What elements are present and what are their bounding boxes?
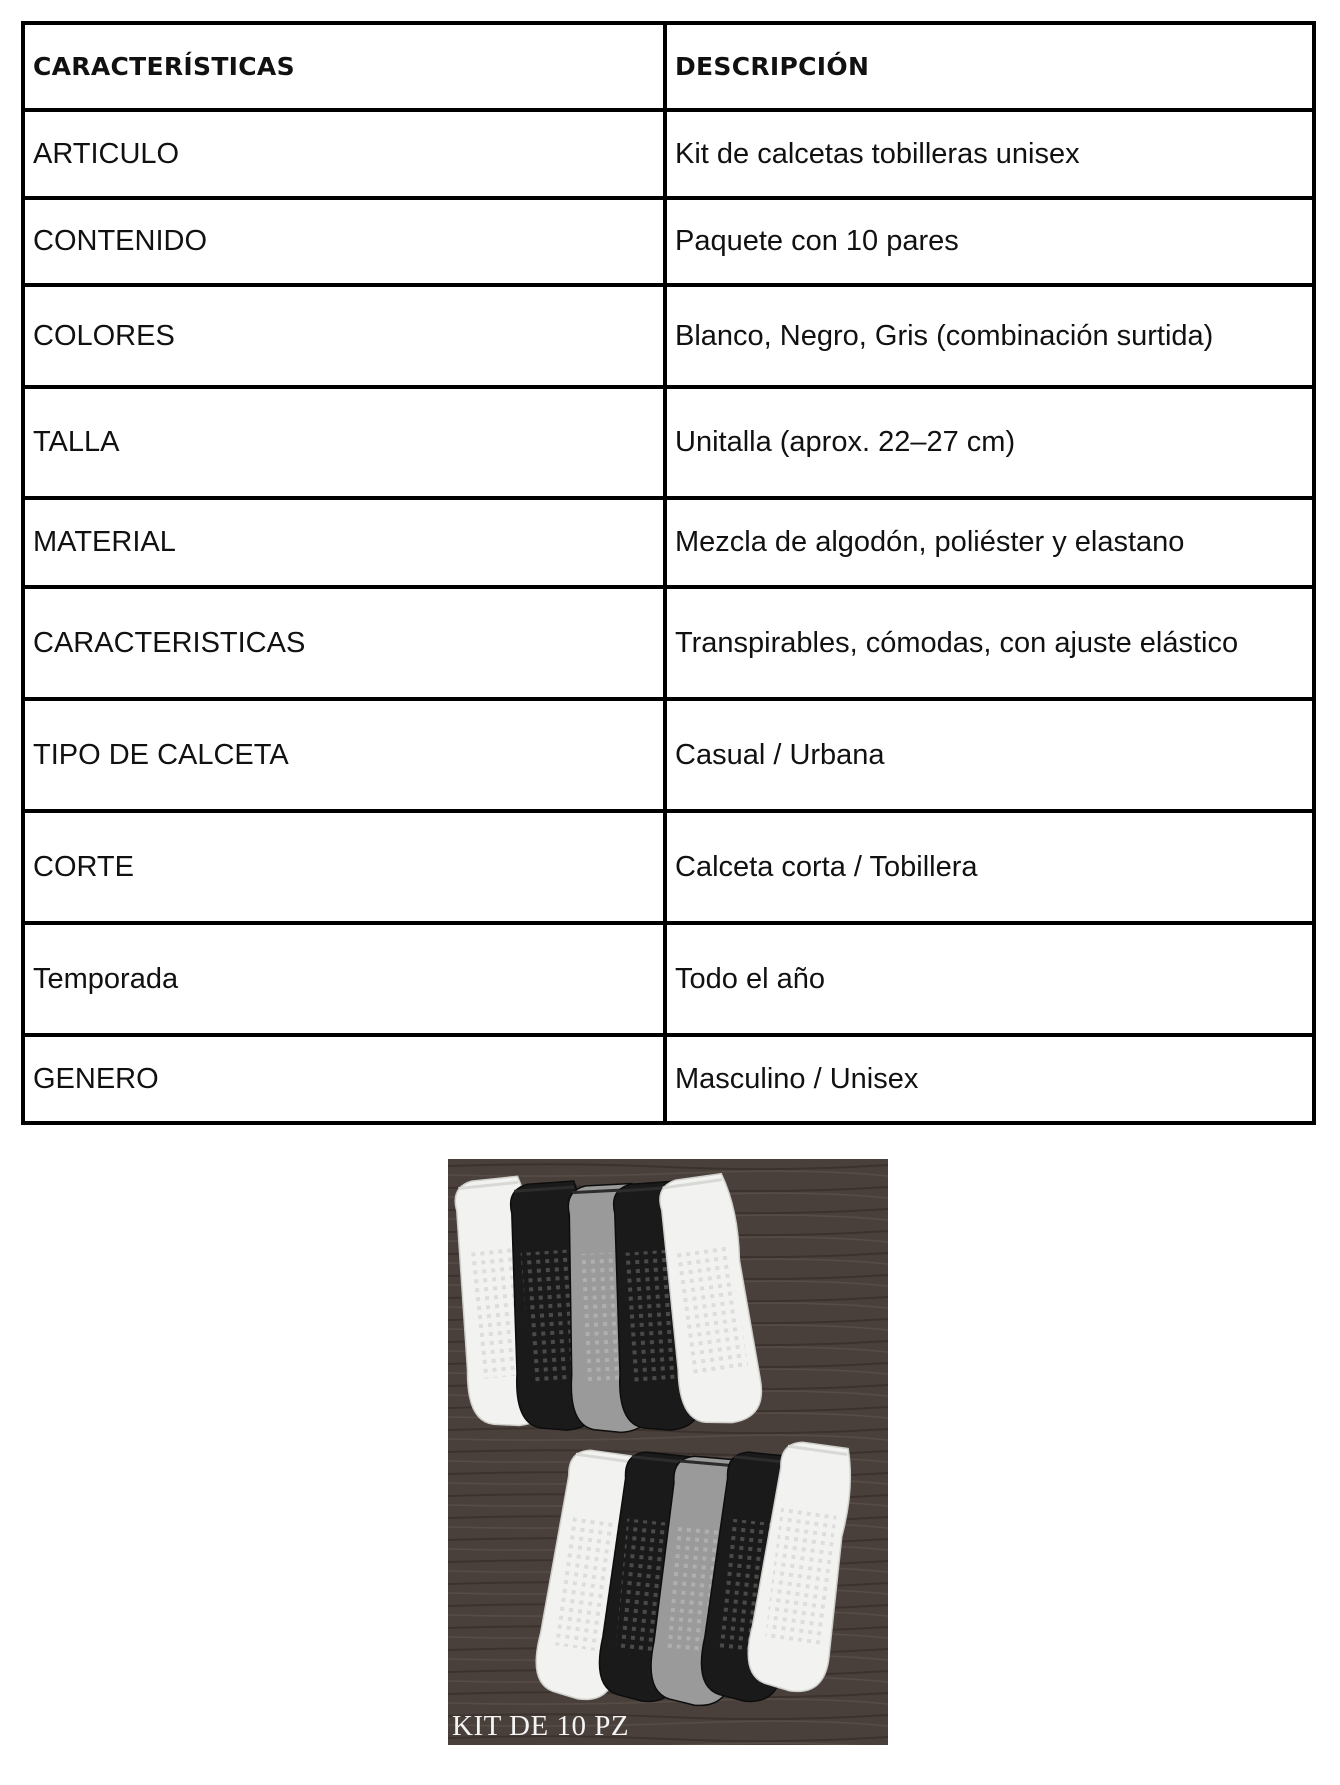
row-value: Paquete con 10 pares <box>665 198 1314 285</box>
row-label: GENERO <box>23 1035 665 1123</box>
row-value: Masculino / Unisex <box>665 1035 1314 1123</box>
row-value: Casual / Urbana <box>665 699 1314 811</box>
table-row <box>23 387 1314 498</box>
table-row <box>23 110 1314 198</box>
row-value: Mezcla de algodón, poliéster y elastano <box>665 498 1314 587</box>
row-value: Blanco, Negro, Gris (combinación surtida) <box>665 285 1314 387</box>
table-row <box>23 198 1314 285</box>
row-label: Temporada <box>23 923 665 1035</box>
table-row <box>23 587 1314 699</box>
row-label: MATERIAL <box>23 498 665 587</box>
table-row <box>23 498 1314 587</box>
row-value: Todo el año <box>665 923 1314 1035</box>
row-label: ARTICULO <box>23 110 665 198</box>
table-row <box>23 1035 1314 1123</box>
table-header-row <box>23 23 1314 110</box>
row-value: Calceta corta / Tobillera <box>665 811 1314 923</box>
row-value: Kit de calcetas tobilleras unisex <box>665 110 1314 198</box>
product-photo <box>448 1159 888 1745</box>
header-caracteristicas: CARACTERÍSTICAS <box>23 23 665 110</box>
socks-illustration <box>448 1159 888 1745</box>
spec-table <box>21 21 1316 1125</box>
kit-caption: KIT DE 10 PZ <box>452 1710 630 1742</box>
row-value: Transpirables, cómodas, con ajuste elástico <box>665 587 1314 699</box>
header-descripcion: DESCRIPCIÓN <box>665 23 1314 110</box>
row-label: CARACTERISTICAS <box>23 587 665 699</box>
row-label: CONTENIDO <box>23 198 665 285</box>
table-row <box>23 285 1314 387</box>
row-value: Unitalla (aprox. 22–27 cm) <box>665 387 1314 498</box>
row-label: CORTE <box>23 811 665 923</box>
row-label: COLORES <box>23 285 665 387</box>
table-row <box>23 811 1314 923</box>
row-label: TIPO DE CALCETA <box>23 699 665 811</box>
row-label: TALLA <box>23 387 665 498</box>
table-row <box>23 699 1314 811</box>
table-row <box>23 923 1314 1035</box>
